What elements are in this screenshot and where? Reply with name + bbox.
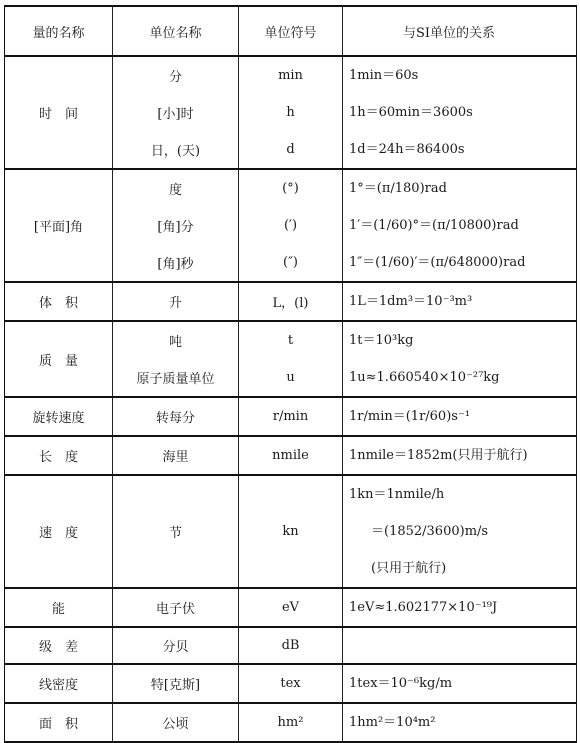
header-relation: 与SI单位的关系 (343, 6, 577, 56)
quantity-cell: 线密度 (5, 664, 113, 703)
unit-name-cell: 分贝 (113, 627, 239, 664)
table-row (5, 475, 577, 588)
unit-symbol-cell: h (239, 94, 343, 131)
unit-symbol-cell: t (239, 321, 343, 359)
table-body (5, 56, 577, 742)
table-row (5, 56, 577, 94)
unit-name-cell: 分 (113, 56, 239, 94)
relation-line: 1eV≈1.602177×10⁻¹⁹J (349, 600, 498, 615)
quantity-cell: 面 积 (5, 703, 113, 742)
quantity-cell: 级 差 (5, 627, 113, 664)
relation-line: 1L＝1dm³＝10⁻³m³ (349, 294, 473, 309)
quantity-cell: 速 度 (5, 475, 113, 588)
quantity-cell: 时 间 (5, 56, 113, 169)
relation-cell (343, 169, 577, 207)
unit-name-cell: [角]秒 (113, 244, 239, 282)
relation-line: 1nmile＝1852m(只用于航行) (349, 448, 528, 463)
relation-cell (343, 703, 577, 742)
table-row (5, 664, 577, 703)
header-quantity: 量的名称 (5, 6, 113, 56)
relation-line: 1h＝60min＝3600s (349, 105, 473, 120)
quantity-cell: 旋转速度 (5, 397, 113, 436)
relation-line: (只用于航行) (371, 561, 447, 576)
unit-name-cell: 电子伏 (113, 588, 239, 627)
unit-name-cell: 海里 (113, 436, 239, 475)
unit-symbol-cell: kn (239, 475, 343, 588)
unit-symbol-cell: dB (239, 627, 343, 664)
relation-line: 1d＝24h＝86400s (349, 142, 465, 157)
relation-line: 1u≈1.660540×10⁻²⁷kg (349, 370, 500, 385)
relation-cell (343, 436, 577, 475)
header-unit-name: 单位名称 (113, 6, 239, 56)
unit-symbol-cell: min (239, 56, 343, 94)
unit-name-cell: 特[克斯] (113, 664, 239, 703)
relation-cell (343, 397, 577, 436)
relation-line: 1°＝(π/180)rad (349, 181, 447, 196)
units-table (4, 5, 577, 743)
relation-line: 1″＝(1/60)′＝(π/648000)rad (349, 255, 526, 270)
relation-line: 1t＝10³kg (349, 333, 414, 348)
unit-symbol-cell: d (239, 131, 343, 169)
relation-cell (343, 282, 577, 321)
unit-symbol-cell: hm² (239, 703, 343, 742)
unit-symbol-cell: nmile (239, 436, 343, 475)
unit-name-cell: 吨 (113, 321, 239, 359)
table-row (5, 321, 577, 359)
unit-symbol-cell: tex (239, 664, 343, 703)
unit-name-cell: 原子质量单位 (113, 359, 239, 397)
relation-cell (343, 56, 577, 94)
relation-cell (343, 131, 577, 169)
unit-symbol-cell: L，(l) (239, 282, 343, 321)
relation-cell (343, 627, 577, 664)
relation-cell (343, 244, 577, 282)
unit-name-cell: 升 (113, 282, 239, 321)
relation-cell (343, 588, 577, 627)
table-row (5, 397, 577, 436)
unit-symbol-cell: (′) (239, 207, 343, 244)
relation-line: 1tex＝10⁻⁶kg/m (349, 676, 453, 691)
relation-line: 1min＝60s (349, 68, 419, 83)
unit-symbol-cell: r/min (239, 397, 343, 436)
relation-line: 1r/min＝(1r/60)s⁻¹ (349, 409, 471, 424)
relation-line: ＝(1852/3600)m/s (371, 524, 489, 539)
unit-name-cell: [角]分 (113, 207, 239, 244)
unit-name-cell: 度 (113, 169, 239, 207)
unit-name-cell: [小]时 (113, 94, 239, 131)
unit-name-cell: 日，(天) (113, 131, 239, 169)
unit-symbol-cell: (″) (239, 244, 343, 282)
relation-cell (343, 664, 577, 703)
quantity-cell: 质 量 (5, 321, 113, 397)
relation-line: 1hm²＝10⁴m² (349, 715, 436, 730)
header-row (5, 6, 577, 56)
table-row (5, 282, 577, 321)
relation-cell (343, 475, 577, 588)
quantity-cell: [平面]角 (5, 169, 113, 282)
relation-cell (343, 321, 577, 359)
relation-line: 1′＝(1/60)°＝(π/10800)rad (349, 218, 519, 233)
quantity-cell: 长 度 (5, 436, 113, 475)
unit-name-cell: 节 (113, 475, 239, 588)
relation-cell (343, 94, 577, 131)
unit-name-cell: 公顷 (113, 703, 239, 742)
table-row (5, 588, 577, 627)
quantity-cell: 能 (5, 588, 113, 627)
table-row (5, 436, 577, 475)
table-row (5, 627, 577, 664)
quantity-cell: 体 积 (5, 282, 113, 321)
relation-cell (343, 207, 577, 244)
header-symbol: 单位符号 (239, 6, 343, 56)
unit-symbol-cell: eV (239, 588, 343, 627)
relation-line: 1kn＝1nmile/h (349, 487, 445, 502)
table-row (5, 169, 577, 207)
unit-name-cell: 转每分 (113, 397, 239, 436)
relation-cell (343, 359, 577, 397)
unit-symbol-cell: u (239, 359, 343, 397)
unit-symbol-cell: (°) (239, 169, 343, 207)
table-row (5, 703, 577, 742)
